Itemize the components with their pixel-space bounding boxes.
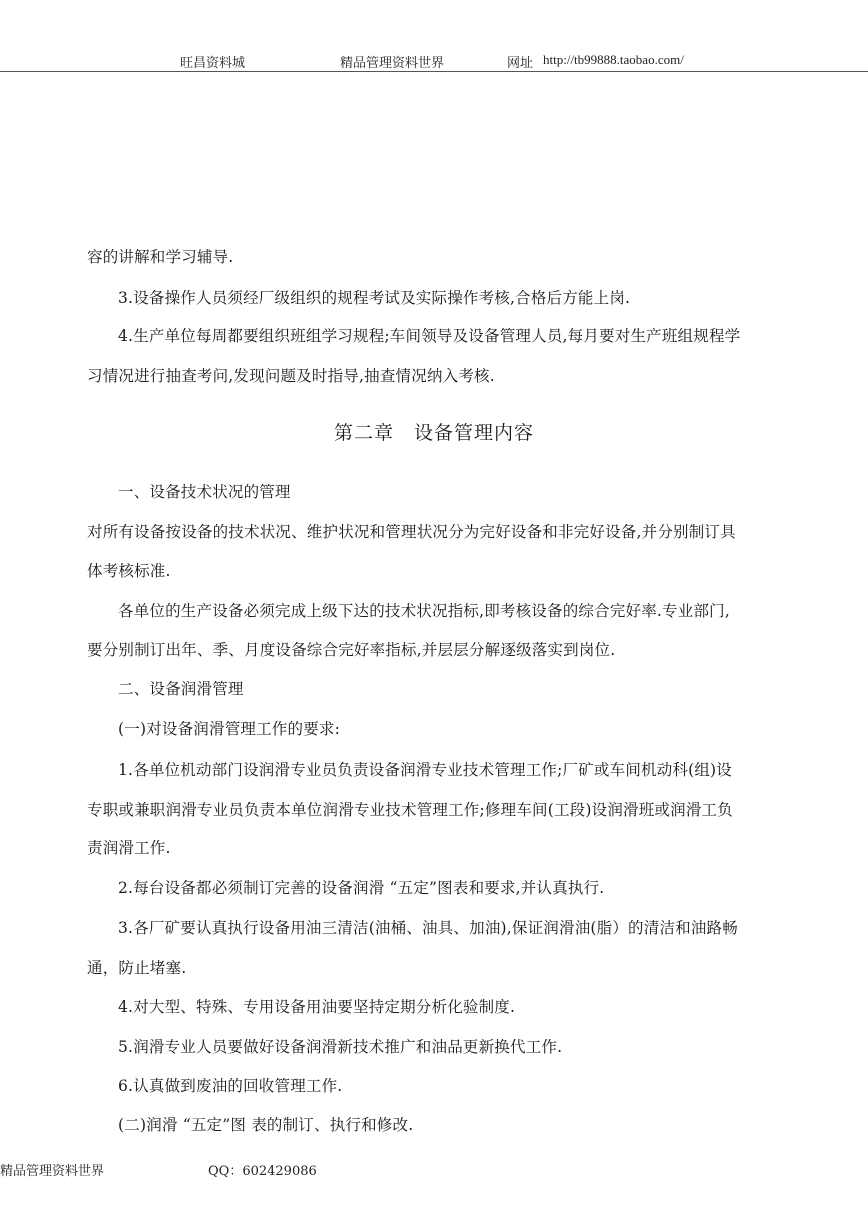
header-url-label: 网址 bbox=[507, 56, 534, 71]
header-divider bbox=[0, 71, 868, 72]
body-line: 2.每台设备都必须制订完善的设备润滑 “五定”图表和要求,并认真执行. bbox=[118, 879, 605, 897]
body-line: 6.认真做到废油的回收管理工作. bbox=[118, 1077, 343, 1095]
section-heading: 二、设备润滑管理 bbox=[118, 680, 244, 698]
body-line: 容的讲解和学习辅导. bbox=[87, 248, 234, 266]
body-line: 各单位的生产设备必须完成上级下达的技术状况指标,即考核设备的综合完好率.专业部门, bbox=[118, 602, 730, 620]
body-line: 习情况进行抽查考问,发现问题及时指导,抽查情况纳入考核. bbox=[87, 367, 495, 385]
header-site-name: 精品管理资料世界 bbox=[340, 56, 445, 71]
section-heading: 一、设备技术状况的管理 bbox=[118, 483, 291, 501]
body-line: 对所有设备按设备的技术状况、维护状况和管理状况分为完好设备和非完好设备,并分别制订具 bbox=[87, 523, 736, 541]
footer-qq: QQ：602429086 bbox=[208, 1164, 317, 1179]
header-shop-name: 旺昌资料城 bbox=[180, 56, 246, 71]
chapter-heading: 第二章 设备管理内容 bbox=[333, 422, 534, 444]
body-line: 4.生产单位每周都要组织班组学习规程;车间领导及设备管理人员,每月要对生产班组规程学 bbox=[118, 327, 741, 345]
header-url-link[interactable]: http://tb99888.taobao.com/ bbox=[543, 52, 684, 67]
body-line: 要分别制订出年、季、月度设备综合完好率指标,并层层分解逐级落实到岗位. bbox=[87, 641, 616, 659]
footer-site-name: 精品管理资料世界 bbox=[0, 1164, 105, 1179]
body-line: 4.对大型、特殊、专用设备用油要坚持定期分析化验制度. bbox=[118, 998, 516, 1016]
body-line: 3.各厂矿要认真执行设备用油三清洁(油桶、油具、加油),保证润滑油(脂）的清洁和油路畅 bbox=[118, 919, 738, 937]
page-footer bbox=[0, 1160, 868, 1180]
body-line: 责润滑工作. bbox=[87, 839, 171, 857]
body-line: 5.润滑专业人员要做好设备润滑新技术推广和油品更新换代工作. bbox=[118, 1038, 563, 1056]
page-header bbox=[0, 52, 868, 72]
body-line: 3.设备操作人员须经厂级组织的规程考试及实际操作考核,合格后方能上岗. bbox=[118, 289, 631, 307]
body-line: 通，防止堵塞. bbox=[87, 959, 187, 977]
subsection-heading: (二)润滑 “五定”图 表的制订、执行和修改. bbox=[118, 1116, 414, 1134]
body-line: 1.各单位机动部门设润滑专业员负责设备润滑专业技术管理工作;厂矿或车间机动科(组)设 bbox=[118, 761, 733, 779]
body-line: 体考核标准. bbox=[87, 562, 171, 580]
subsection-heading: (一)对设备润滑管理工作的要求: bbox=[118, 720, 341, 738]
body-line: 专职或兼职润滑专业员负责本单位润滑专业技术管理工作;修理车间(工段)设润滑班或润滑工负 bbox=[87, 801, 733, 819]
